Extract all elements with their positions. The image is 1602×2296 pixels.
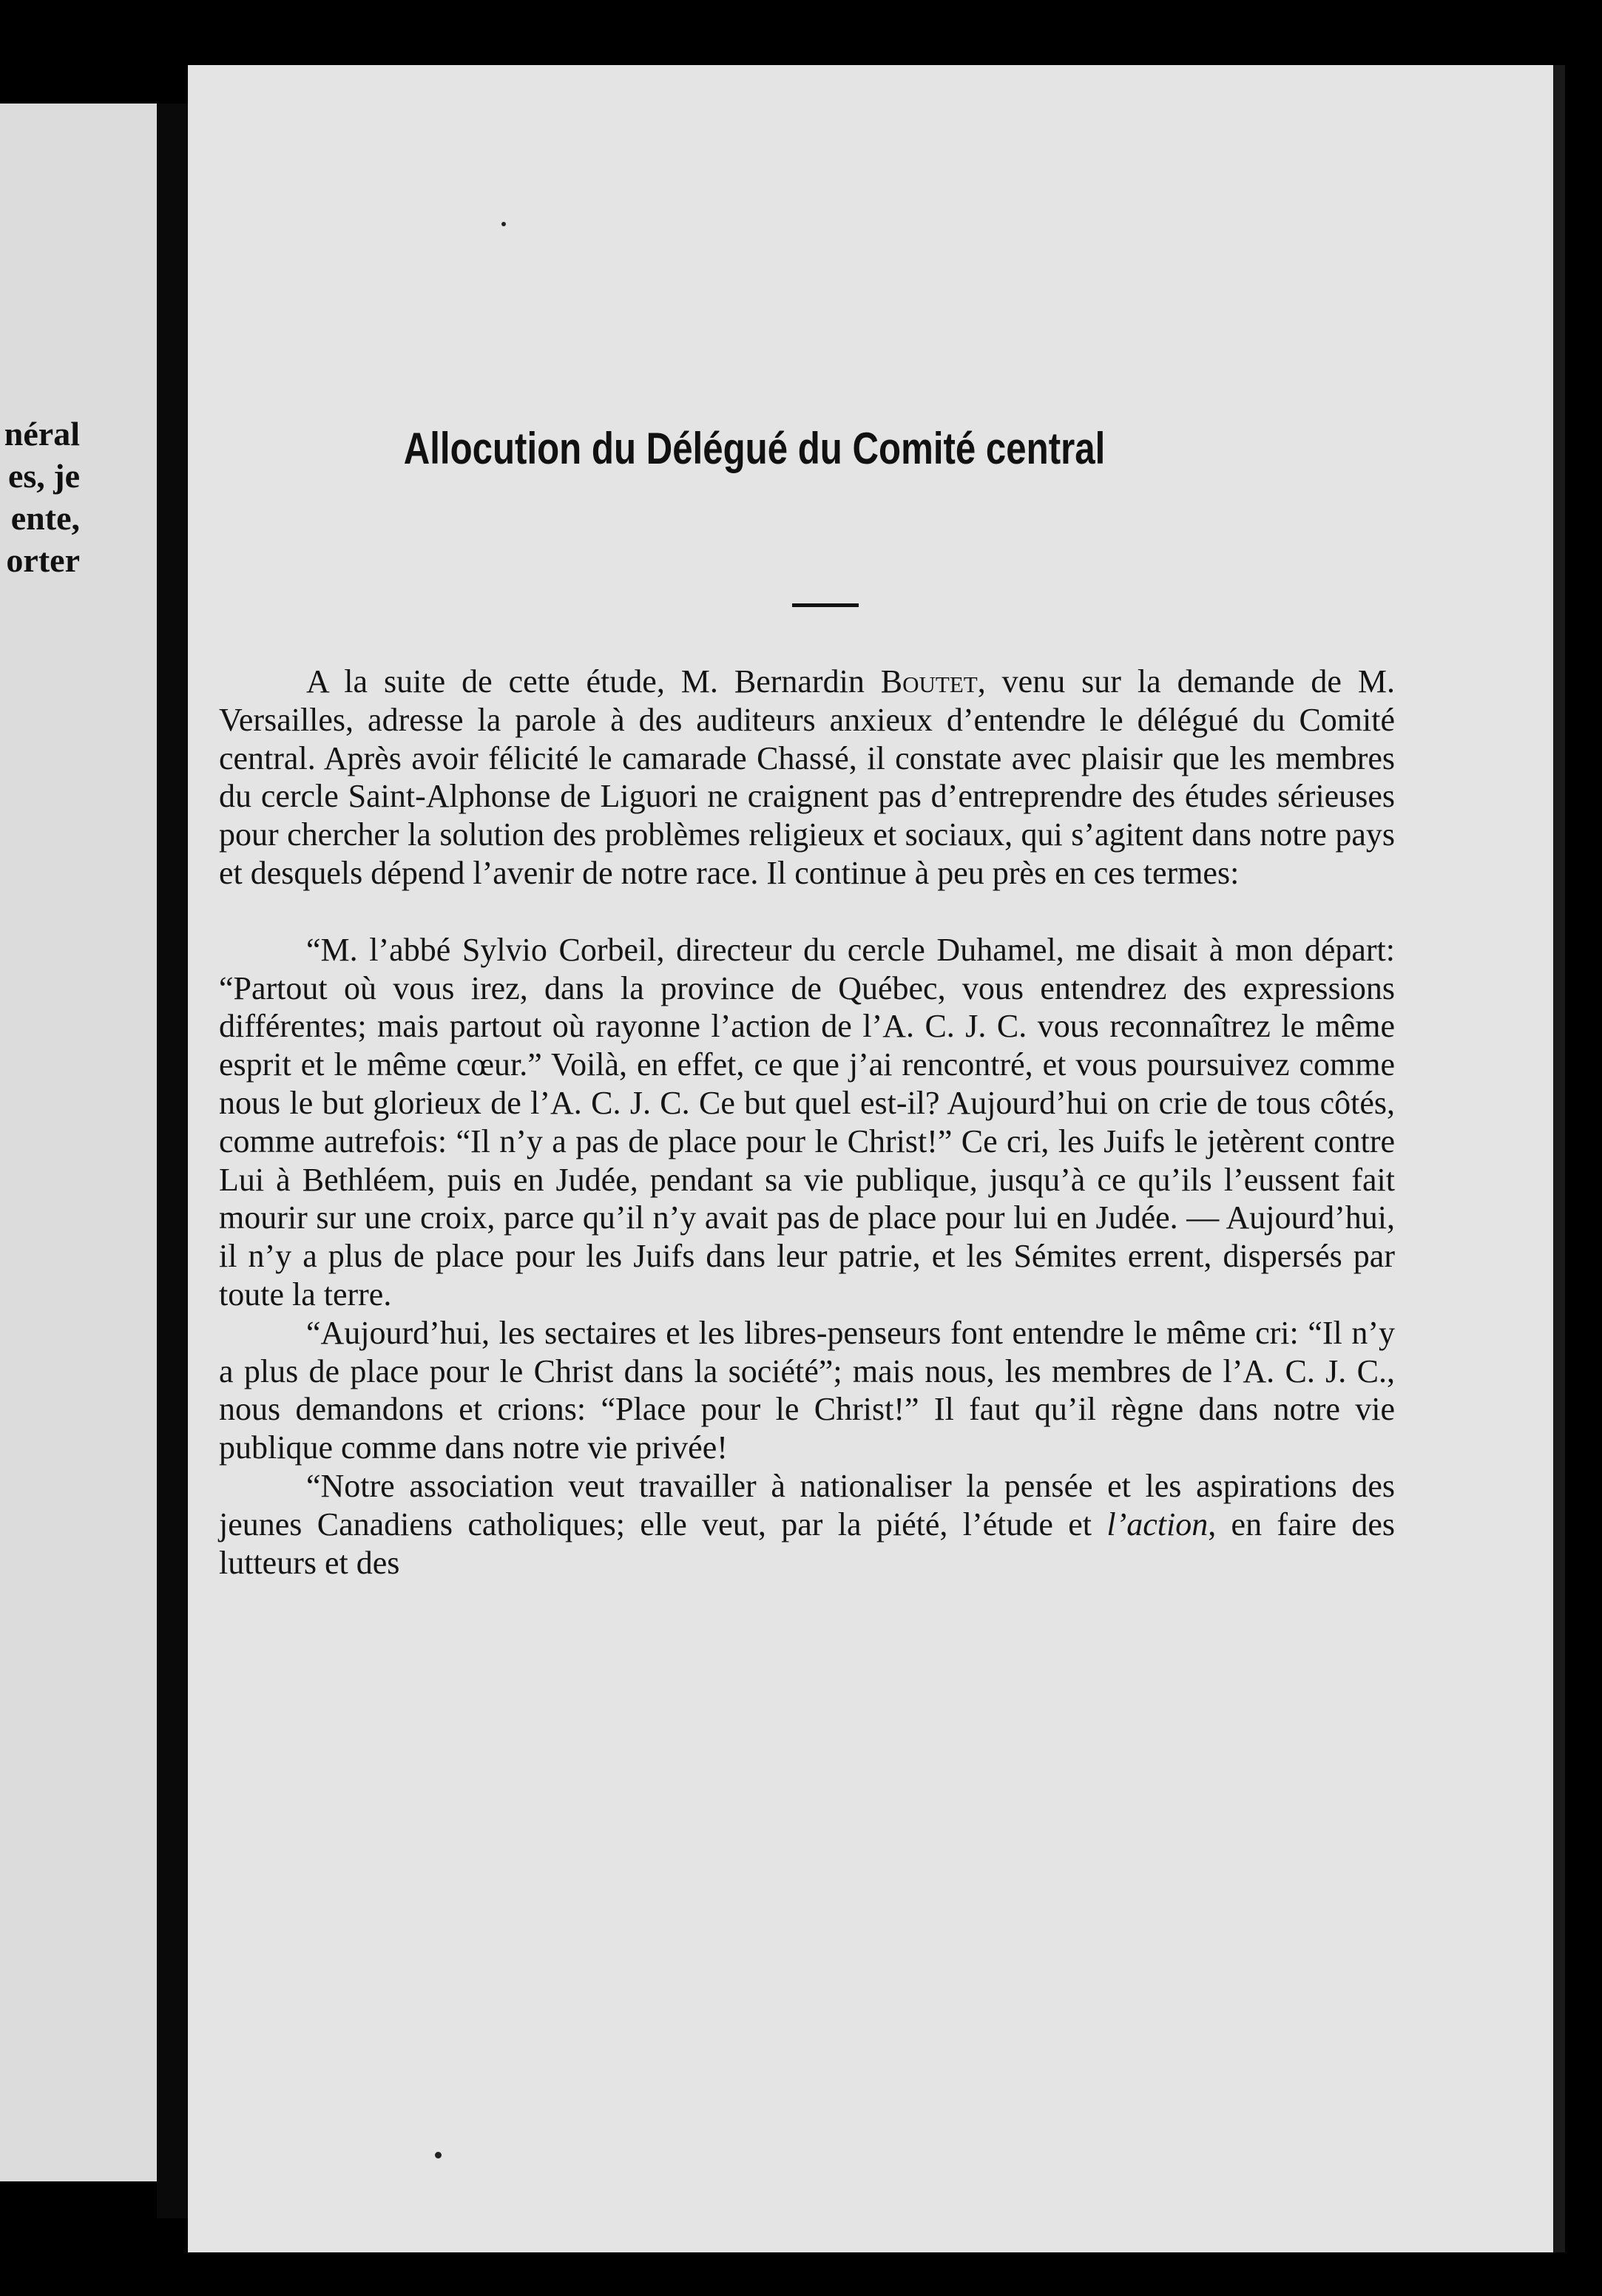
book-gutter — [157, 104, 188, 2218]
text-run: “Notre association veut travailler à nationaliser la pensée et les aspirations des jeunes Canadiens catholiques; elle veut, par la piété, l’étude et — [219, 1467, 1395, 1542]
article-body — [219, 663, 1395, 1582]
fragment-line: néral — [4, 415, 80, 453]
print-speck — [435, 2152, 442, 2158]
text-run: , en faire des lutteurs et des — [219, 1506, 1395, 1581]
text-run: , venu sur la demande de M. Versailles, adresse la parole à des auditeurs anxieux d’entendre le délégué du Comité central. Après avoir félicité le camarade Chassé, il constate avec plaisir que les membres du cercle Saint-Alphonse de Liguori ne craignent pas d’entreprendre des études sérieuses pour chercher la solution des problèmes religieux et sociaux, qui s’agitent dans notre pays et desquels dépend l’avenir de notre race. Il continue à peu près en ces termes: — [219, 663, 1395, 891]
previous-page-text-fragment — [0, 413, 157, 581]
paragraph-speech-2: “Aujourd’hui, les sectaires et les libres-penseurs font entendre le même cri: “Il n’y a plus de place pour le Christ dans la société”; mais nous, les membres de l’A. C. J. C., nous demandons et crions: “Place pour le Christ!” Il faut qu’il règne dans notre vie publique comme dans notre vie privée! — [219, 1314, 1395, 1466]
fragment-line: es, je — [7, 457, 80, 495]
print-speck — [501, 222, 506, 226]
text-run: A la suite de cette étude, M. Bernardin — [306, 663, 881, 700]
emphasis-action: l’action — [1106, 1506, 1209, 1542]
paragraph-speech-1: “M. l’abbé Sylvio Corbeil, directeur du cercle Duhamel, me disait à mon départ: “Partout où vous irez, dans la province de Québec, vous entendrez des expressions différentes; mais partout où rayonne l’action de l’A. C. J. C. vous reconnaîtrez le même esprit et le même cœur.” Voilà, en effet, ce que j’ai rencontré, et vous poursuivez comme nous le but glorieux de l’A. C. J. C. Ce but quel est-il? Aujourd’hui on crie de tous côtés, comme autrefois: “Il n’y a pas de place pour le Christ!” Ce cri, les Juifs le jetèrent contre Lui à Bethléem, puis en Judée, pendant sa vie publique, jusqu’à ce qu’ils l’eussent fait mourir sur une croix, parce qu’il n’y avait pas de place pour lui en Judée. — Aujourd’hui, il n’y a plus de place pour les Juifs dans leur patrie, et les Sémites errent, dispersés par toute la terre. — [219, 931, 1395, 1313]
title-divider — [792, 603, 859, 607]
speaker-name: Boutet — [880, 663, 978, 700]
paragraph-intro — [219, 663, 1395, 893]
previous-page — [0, 104, 157, 2181]
page-edge-shadow — [1553, 65, 1565, 2252]
paragraph-speech-3 — [219, 1467, 1395, 1582]
fragment-line: orter — [6, 541, 80, 579]
page-title: Allocution du Délégué du Comité central — [403, 424, 1106, 473]
fragment-line: ente, — [10, 499, 80, 537]
